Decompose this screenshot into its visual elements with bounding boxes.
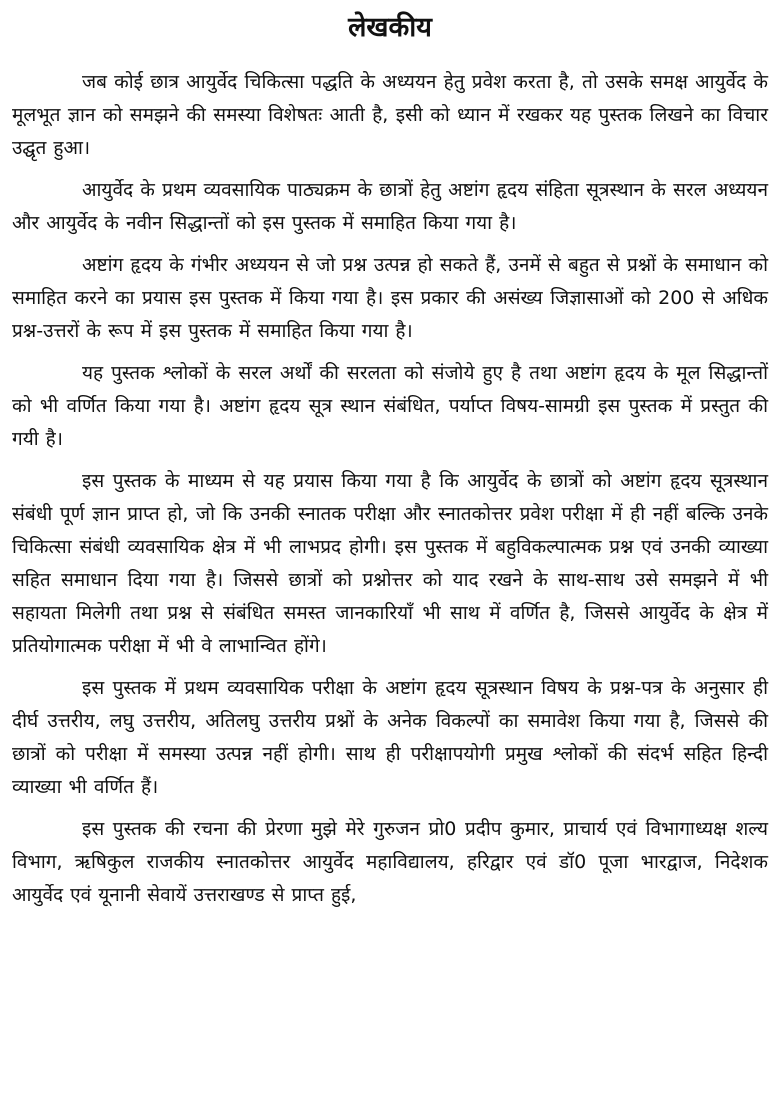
paragraph-7: इस पुस्तक की रचना की प्रेरणा मुझे मेरे गुरुजन प्रो0 प्रदीप कुमार, प्राचार्य एवं विभागाध्यक्ष शल्य विभाग, ऋषिकुल राजकीय स्नातकोत्तर आयुर्वेद महाविद्यालय, हरिद्वार एवं डॉ0 पूजा भारद्वाज, निदेशक आयुर्वेद एवं यूनानी सेवायें उत्तराखण्ड से प्राप्त हुई, [12, 818, 768, 906]
paragraph-6: इस पुस्तक में प्रथम व्यवसायिक परीक्षा के अष्टांग हृदय सूत्रस्थान विषय के प्रश्न-पत्र के अनुसार ही दीर्घ उत्तरीय, लघु उत्तरीय, अतिलघु उत्तरीय प्रश्नों के अनेक विकल्पों का समावेश किया गया है, जिससे की छात्रों को परीक्षा में समस्या उत्पन्न नहीं होगी। साथ ही परीक्षापयोगी प्रमुख श्लोकों की संदर्भ सहित हिन्दी व्याख्या भी वर्णित हैं। [12, 677, 768, 798]
paragraph-5: इस पुस्तक के माध्यम से यह प्रयास किया गया है कि आयुर्वेद के छात्रों को अष्टांग हृदय सूत्रस्थान संबंधी पूर्ण ज्ञान प्राप्त हो, जो कि उनकी स्नातक परीक्षा और स्नातकोत्तर प्रवेश परीक्षा में ही नहीं बल्कि उनके चिकित्सा संबंधी व्यवसायिक क्षेत्र में भी लाभप्रद होगी। इस पुस्तक में बहुविकल्पात्मक प्रश्न एवं उनकी व्याख्या सहित समाधान दिया गया है। जिससे छात्रों को प्रश्नोत्तर को याद रखने के साथ-साथ उसे समझने में भी सहायता मिलेगी तथा प्रश्न से संबंधित समस्त जानकारियाँ भी साथ में वर्णित है, जिससे आयुर्वेद के क्षेत्र में प्रतियोगात्मक परीक्षा में भी वे लाभान्वित होंगे। [12, 470, 768, 657]
paragraph-2: आयुर्वेद के प्रथम व्यवसायिक पाठ्यक्रम के छात्रों हेतु अष्टांग हृदय संहिता सूत्रस्थान के सरल अध्ययन और आयुर्वेद के नवीन सिद्धान्तों को इस पुस्तक में समाहित किया गया है। [12, 179, 768, 234]
paragraph-4: यह पुस्तक श्लोकों के सरल अर्थों की सरलता को संजोये हुए है तथा अष्टांग हृदय के मूल सिद्धान्तों को भी वर्णित किया गया है। अष्टांग हृदय सूत्र स्थान संबंधित, पर्याप्त विषय-सामग्री इस पुस्तक में प्रस्तुत की गयी है। [12, 362, 768, 450]
paragraph-1: जब कोई छात्र आयुर्वेद चिकित्सा पद्धति के अध्ययन हेतु प्रवेश करता है, तो उसके समक्ष आयुर्वेद के मूलभूत ज्ञान को समझने की समस्या विशेषतः आती है, इसी को ध्यान में रखकर यह पुस्तक लिखने का विचार उद्घृत हुआ। [12, 71, 768, 159]
page-title: लेखकीय [348, 12, 432, 43]
paragraph-3: अष्टांग हृदय के गंभीर अध्ययन से जो प्रश्न उत्पन्न हो सकते हैं, उनमें से बहुत से प्रश्नों के समाधान को समाहित करने का प्रयास इस पुस्तक में किया गया है। इस प्रकार की असंख्य जिज्ञासाओं को 200 से अधिक प्रश्न-उत्तरों के रूप में इस पुस्तक में समाहित किया गया है। [12, 254, 768, 342]
